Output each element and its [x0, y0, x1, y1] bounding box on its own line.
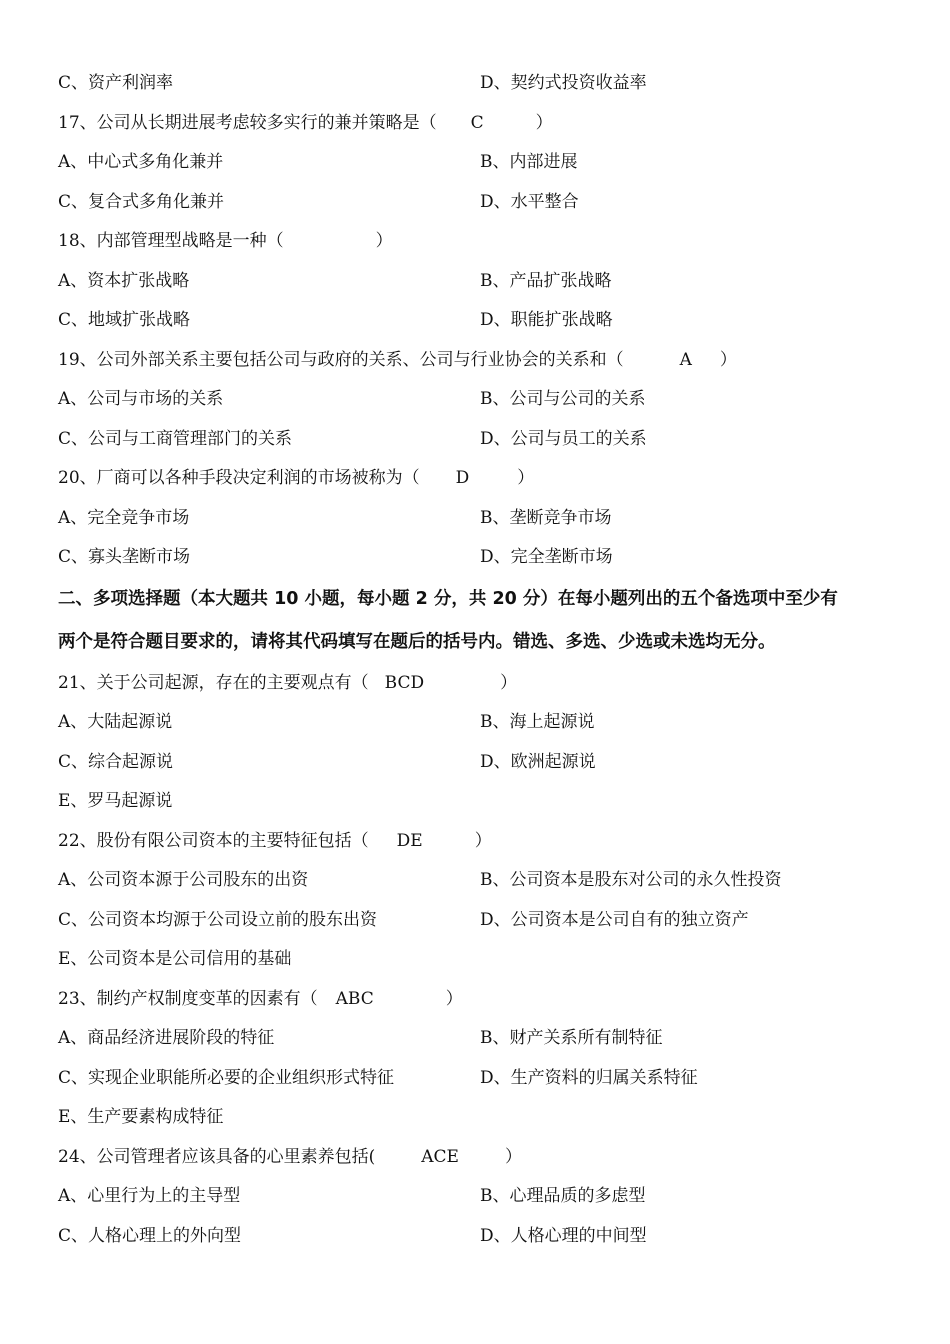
- option-b: B、财产关系所有制特征: [480, 1028, 663, 1048]
- answer: ABC: [335, 988, 374, 1009]
- question-stem: 17、公司从长期进展考虑较多实行的兼并策略是（: [58, 112, 437, 133]
- option-row: [58, 301, 898, 341]
- option-row: [58, 1019, 898, 1059]
- option-e: E、公司资本是公司信用的基础: [58, 949, 292, 969]
- option-row: [58, 782, 898, 822]
- question-21: [58, 664, 898, 704]
- question-stem: 22、股份有限公司资本的主要特征包括（: [58, 830, 369, 851]
- close-paren: ）: [445, 988, 463, 1009]
- option-c: C、综合起源说: [58, 751, 174, 772]
- option-d: D、公司资本是公司自有的独立资产: [480, 909, 749, 930]
- option-a: A、心里行为上的主导型: [58, 1186, 241, 1206]
- option-a: A、公司与市场的关系: [58, 389, 224, 409]
- question-stem: 23、制约产权制度变革的因素有（: [58, 988, 318, 1009]
- option-row: [58, 380, 898, 420]
- question-23: [58, 980, 898, 1020]
- close-paren: ）: [500, 672, 518, 693]
- question-22: [58, 822, 898, 862]
- option-a: A、资本扩张战略: [58, 270, 190, 291]
- answer: DE: [396, 830, 423, 851]
- option-row: [58, 143, 898, 183]
- option-row: [58, 901, 898, 941]
- close-paren: ）: [535, 112, 553, 133]
- question-stem: 21、关于公司起源，存在的主要观点有（: [58, 672, 369, 693]
- option-row: [58, 743, 898, 783]
- answer: A: [679, 349, 692, 370]
- option-row: [58, 861, 898, 901]
- question-stem: 20、厂商可以各种手段决定利润的市场被称为（: [58, 468, 420, 488]
- option-c: C、实现企业职能所必要的企业组织形式特征: [58, 1067, 395, 1088]
- question-stem: 19、公司外部关系主要包括公司与政府的关系、公司与行业协会的关系和（: [58, 349, 624, 370]
- option-row: [58, 1177, 898, 1217]
- option-a: A、完全竞争市场: [58, 507, 190, 528]
- option-d: D、人格心理的中间型: [480, 1225, 647, 1246]
- option-row: [58, 538, 898, 578]
- option-c: C、公司资本均源于公司设立前的股东出资: [58, 909, 378, 930]
- option-c: C、资产利润率: [58, 73, 174, 93]
- option-a: A、大陆起源说: [58, 712, 173, 732]
- close-paren: ）: [504, 1146, 522, 1167]
- option-row: [58, 1098, 898, 1138]
- option-c: C、地域扩张战略: [58, 310, 191, 330]
- option-row: [58, 1217, 898, 1257]
- answer: D: [455, 468, 470, 488]
- option-row: [58, 1059, 898, 1099]
- option-c: C、复合式多角化兼并: [58, 191, 225, 212]
- close-paren: ）: [517, 468, 535, 488]
- question-19: [58, 341, 898, 381]
- option-b: B、海上起源说: [480, 712, 595, 732]
- option-e: E、罗马起源说: [58, 791, 173, 811]
- option-c: C、公司与工商管理部门的关系: [58, 428, 293, 449]
- question-18: [58, 222, 898, 262]
- option-row: [58, 703, 898, 743]
- option-row: [58, 420, 898, 460]
- option-e: E、生产要素构成特征: [58, 1107, 224, 1127]
- question-20: [58, 459, 898, 499]
- option-a: A、公司资本源于公司股东的出资: [58, 870, 309, 890]
- option-d: D、生产资料的归属关系特征: [480, 1067, 698, 1088]
- option-row: [58, 183, 898, 223]
- close-paren: ）: [375, 231, 393, 251]
- option-c: C、人格心理上的外向型: [58, 1225, 242, 1246]
- close-paren: ）: [474, 830, 492, 851]
- option-a: A、中心式多角化兼并: [58, 152, 224, 172]
- option-c: C、寡头垄断市场: [58, 547, 191, 567]
- answer: BCD: [384, 672, 425, 693]
- exam-page: [58, 64, 898, 1256]
- option-b: B、内部进展: [480, 152, 578, 172]
- section-heading-line-1: 二、多项选择题（本大题共 10 小题，每小题 2 分，共 20 分）在每小题列出的五个备选项中至少有: [58, 588, 838, 609]
- answer: ACE: [421, 1146, 459, 1167]
- option-d: D、完全垄断市场: [480, 547, 613, 567]
- option-row: [58, 499, 898, 539]
- option-d: D、公司与员工的关系: [480, 428, 647, 449]
- answer: C: [470, 112, 484, 133]
- question-stem: 18、内部管理型战略是一种（: [58, 231, 284, 251]
- option-d: D、水平整合: [480, 191, 579, 212]
- option-row: [58, 64, 898, 104]
- option-row: [58, 940, 898, 980]
- option-b: B、公司与公司的关系: [480, 389, 646, 409]
- option-row: [58, 262, 898, 302]
- option-a: A、商品经济进展阶段的特征: [58, 1028, 275, 1048]
- option-d: D、欧洲起源说: [480, 751, 596, 772]
- close-paren: ）: [719, 349, 737, 370]
- option-b: B、公司资本是股东对公司的永久性投资: [480, 870, 782, 890]
- option-b: B、产品扩张战略: [480, 270, 612, 291]
- section-heading-line-2: 两个是符合题目要求的，请将其代码填写在题后的括号内。错选、多选、少选或未选均无分。: [58, 631, 776, 652]
- question-stem: 24、公司管理者应该具备的心里素养包括(: [58, 1146, 376, 1167]
- option-b: B、垄断竞争市场: [480, 507, 612, 528]
- option-d: D、契约式投资收益率: [480, 73, 647, 93]
- question-24: [58, 1138, 898, 1178]
- option-b: B、心理品质的多虑型: [480, 1186, 646, 1206]
- question-17: [58, 104, 898, 144]
- option-d: D、职能扩张战略: [480, 310, 613, 330]
